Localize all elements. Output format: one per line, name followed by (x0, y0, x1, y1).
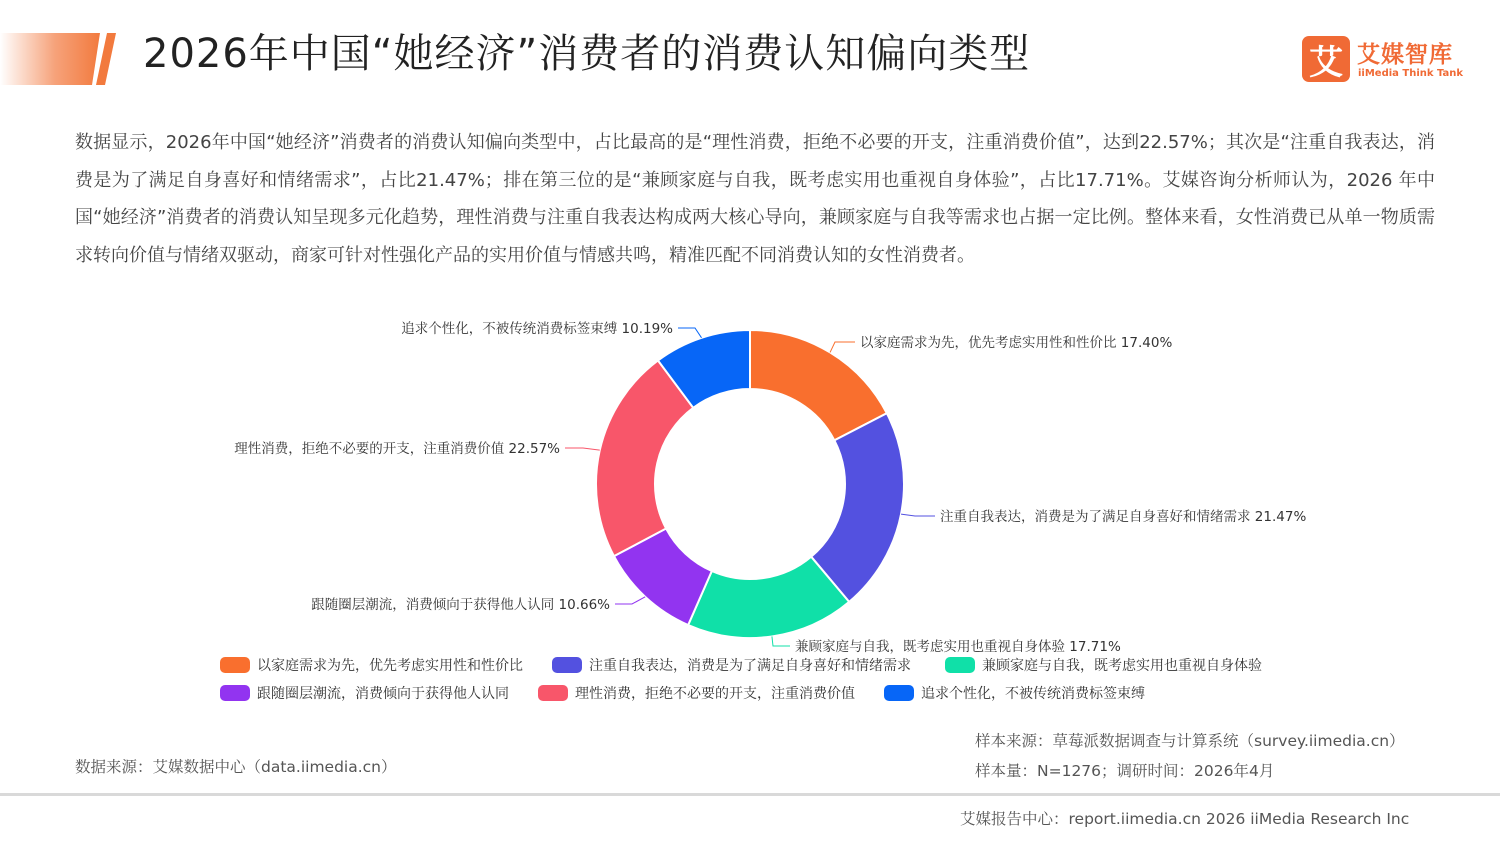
legend-label: 跟随圈层潮流，消费倾向于获得他人认同 (257, 686, 509, 702)
legend-label: 以家庭需求为先，优先考虑实用性和性价比 (257, 658, 523, 674)
page-title: 2026年中国“她经济”消费者的消费认知偏向类型 (143, 31, 1031, 77)
logo-mark-icon: 艾 (1302, 36, 1350, 82)
legend-swatch (945, 657, 975, 673)
legend-item (945, 654, 1262, 676)
leader-line (901, 514, 935, 516)
slice-label: 追求个性化，不被传统消费标签束缚 10.19% (401, 321, 673, 337)
legend-item (220, 682, 509, 704)
legend-item (220, 654, 523, 676)
logo-text-cn: 艾媒智库 (1357, 42, 1453, 68)
slice-label: 注重自我表达，消费是为了满足自身喜好和情绪需求 21.47% (940, 509, 1307, 525)
data-source: 数据来源：艾媒数据中心（data.iimedia.cn） (75, 758, 397, 776)
description-paragraph: 数据显示，2026年中国“她经济”消费者的消费认知偏向类型中，占比最高的是“理性消费，拒绝不必要的开支，注重消费价值”，达到22.57%；其次是“注重自我表达，消费是为了满足自身喜好和情绪需求”，占比21.47%；排在第三位的是“兼顾家庭与自我，既考虑实用也重视自身体验”，占比17.71%。艾媒咨询分析师认为，2026 年中国“她经济”消费者的消费认知呈现多元化趋势，理性消费与注重自我表达构成两大核心导向，兼顾家庭与自我等需求也占据一定比例。整体来看，女性消费已从单一物质需求转向价值与情绪双驱动，商家可针对性强化产品的实用价值与情感共鸣，精准匹配不同消费认知的女性消费者。 (75, 132, 1435, 266)
leader-line (678, 328, 702, 338)
legend-swatch (552, 657, 582, 673)
slice-label: 兼顾家庭与自我，既考虑实用也重视自身体验 17.71% (795, 639, 1121, 655)
slice-label: 以家庭需求为先，优先考虑实用性和性价比 17.40% (860, 335, 1173, 351)
legend-swatch (220, 657, 250, 673)
legend-swatch (884, 685, 914, 701)
legend-label: 兼顾家庭与自我，既考虑实用也重视自身体验 (982, 658, 1262, 674)
legend-item (884, 682, 1145, 704)
leader-line (565, 448, 600, 450)
sample-size: 样本量：N=1276；调研时间：2026年4月 (975, 762, 1275, 780)
leader-line (830, 342, 855, 352)
legend-swatch (538, 685, 568, 701)
logo-text-en: iiMedia Think Tank (1358, 68, 1464, 79)
slice-label: 跟随圈层潮流，消费倾向于获得他人认同 10.66% (311, 597, 610, 613)
legend-label: 追求个性化，不被传统消费标签束缚 (921, 686, 1145, 702)
legend-swatch (220, 685, 250, 701)
slice-label: 理性消费，拒绝不必要的开支，注重消费价值 22.57% (234, 441, 560, 457)
legend-item (538, 682, 855, 704)
legend-item (552, 654, 911, 676)
footer-text: 艾媒报告中心：report.iimedia.cn 2026 iiMedia Research Inc (960, 810, 1410, 828)
leader-line (772, 636, 790, 646)
legend-label: 理性消费，拒绝不必要的开支，注重消费价值 (575, 686, 855, 702)
legend-label: 注重自我表达，消费是为了满足自身喜好和情绪需求 (589, 658, 911, 674)
sample-source: 样本来源：草莓派数据调查与计算系统（survey.iimedia.cn） (975, 732, 1405, 750)
footer-divider (0, 793, 1500, 796)
leader-line (615, 597, 645, 604)
